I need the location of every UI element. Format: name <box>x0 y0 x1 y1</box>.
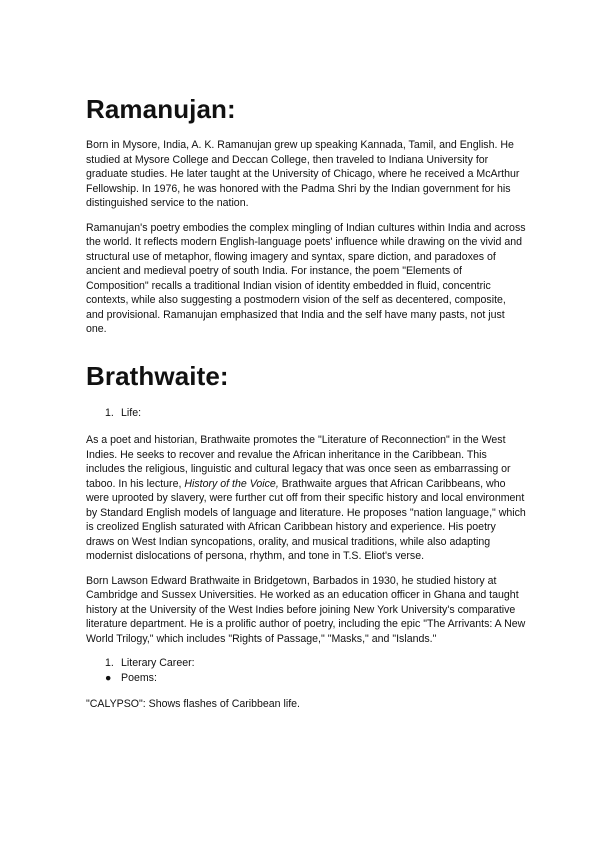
ramanujan-heading: Ramanujan: <box>86 94 236 124</box>
document-page <box>86 94 526 712</box>
list-item-text: Poems: <box>121 671 157 684</box>
ramanujan-biography-paragraph: Born in Mysore, India, A. K. Ramanujan grew up speaking Kannada, Tamil, and English. He studied at Mysore College and Deccan College, then traveled to Indiana University for graduate studies. He later taught at the University of Chicago, where he received a McArthur Fellowship. In 1976, he was honored with the Padma Shri by the Indian government for his distinguished service to the nation. <box>86 139 520 209</box>
list-marker: 1. <box>105 406 114 419</box>
paragraph-text: As a poet and historian, Brathwaite promotes the "Literature of Reconnection" in the West Indies. He seeks to recover and revalue the African inheritance in the Caribbean. This includes the religious, linguistic and cultural legacy that was once seen as embarrassing or taboo. In his lecture, <box>86 434 511 490</box>
brathwaite-reconnection-paragraph <box>86 433 526 564</box>
ramanujan-poetry-paragraph: Ramanujan's poetry embodies the complex mingling of Indian cultures within India and across the world. It reflects modern English-language poets' influence while drawing on the vivid and structural use of metaphor, flowing imagery and syntax, spare diction, and paradoxes of ancient and medieval poetry of south India. For instance, the poem "Elements of Composition" recalls a traditional Indian vision of identity embedded in fluid, concentric contexts, while also suggesting a postmodern vision of the self as decentered, composite, and provisional. Ramanujan emphasized that India and the self have many pasts, not just one. <box>86 221 526 335</box>
lecture-title: History of the Voice, <box>184 477 279 490</box>
list-item-text: Literary Career: <box>121 657 195 669</box>
paragraph-text: Brathwaite argues that African Caribbeans, who were uprooted by slavery, were further cut off from their specific history and local environment by Standard English models of language and literature. He proposes "nation language," which is creolized English saturated with African Caribbean history and experience. His poetry draws on West Indian syncopations, orality, and musical traditions, while also adapting modernist dislocations of persona, rhythm, and tone in T.S. Eliot's verse. <box>86 477 526 562</box>
calypso-paragraph: "CALYPSO": Shows flashes of Caribbean life. <box>86 698 301 710</box>
list-item-text: Life: <box>121 406 142 419</box>
bullet-icon: ● <box>105 671 112 684</box>
brathwaite-biography-paragraph: Born Lawson Edward Brathwaite in Bridgetown, Barbados in 1930, he studied history at Cambridge and Sussex Universities. He worked as an education officer in Ghana and taught history at the University of the West Indies before joining New York University's comparative literature department. He is a prolific author of poetry, including the epic "The Arrivants: A New World Trilogy," which includes "Rights of Passage," "Masks," and "Islands." <box>86 574 526 645</box>
list-item <box>86 656 526 671</box>
list-marker: 1. <box>105 657 114 669</box>
brathwaite-heading: Brathwaite: <box>86 360 229 391</box>
life-list <box>86 406 526 421</box>
list-item <box>86 671 526 686</box>
career-list <box>86 656 526 685</box>
list-item <box>86 406 526 421</box>
